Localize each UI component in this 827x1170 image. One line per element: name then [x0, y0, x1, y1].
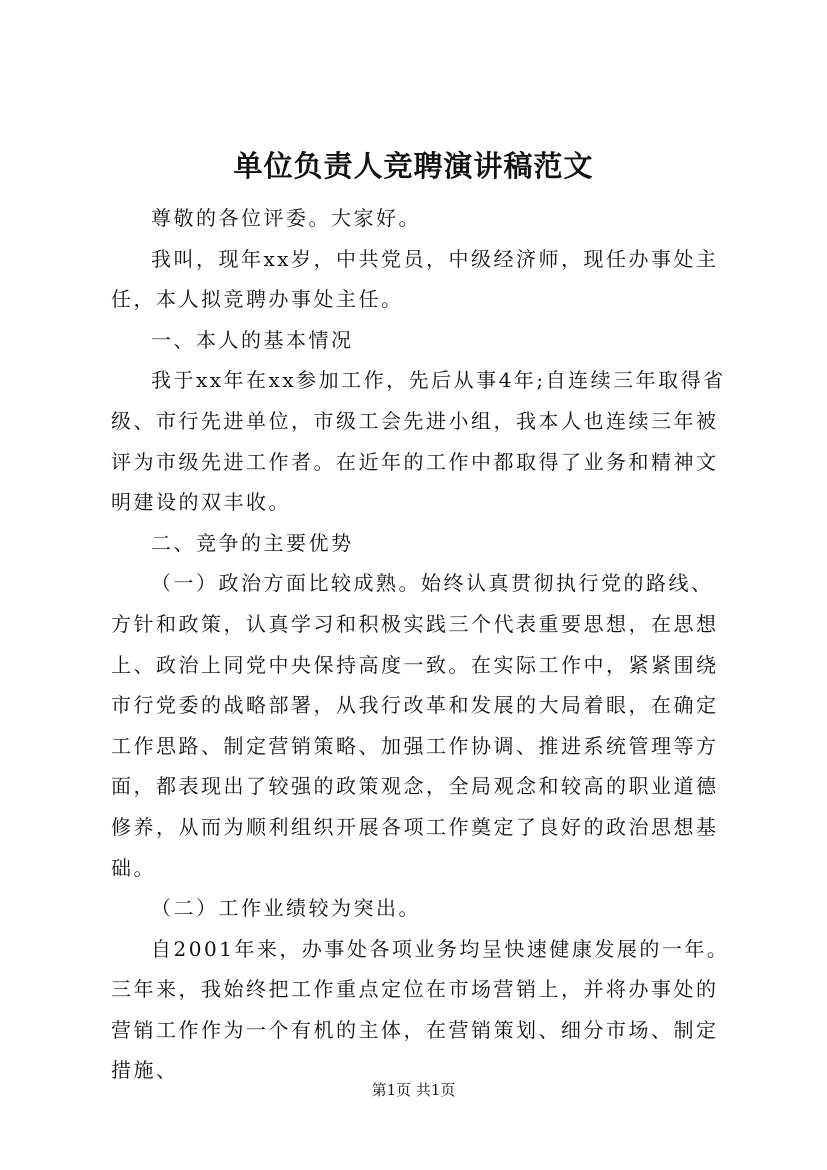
paragraph-work-history: 我于xx年在xx参加工作，先后从事4年;自连续三年取得省级、市行先进单位，市级工会先进小组，我本人也连续三年被评为市级先进工作者。在近年的工作中都取得了业务和精神文明建设的双丰收。 — [111, 368, 726, 515]
document-title: 单位负责人竞聘演讲稿范文 — [233, 149, 594, 183]
section-heading-advantages: 二、竞争的主要优势 — [151, 530, 354, 555]
section-heading-basic-info: 一、本人的基本情况 — [151, 327, 354, 352]
paragraph-greeting: 尊敬的各位评委。大家好。 — [151, 206, 421, 230]
paragraph-self-intro: 我叫，现年xx岁，中共党员，中级经济师，现任办事处主任，本人拟竞聘办事处主任。 — [111, 246, 719, 312]
document-body — [111, 198, 731, 1091]
paragraph-political-maturity: （一）政治方面比较成熟。始终认真贯彻执行党的路线、方针和政策，认真学习和积极实践三个代表重要思想，在思想上、政治上同党中央保持高度一致。在实际工作中，紧紧围绕市行党委的战略部署，从我行改革和发展的大局着眼，在确定工作思路、制定营销策略、加强工作协调、推进系统管理等方面，都表现出了较强的政策观念，全局观念和较高的职业道德修养，从而为顺利组织开展各项工作奠定了良好的政治思想基础。 — [111, 571, 719, 880]
paragraph-achievements-detail: 自2001年来，办事处各项业务均呈快速健康发展的一年。三年来，我始终把工作重点定位在市场营销上，并将办事处的营销工作作为一个有机的主体，在营销策划、细分市场、制定措施、 — [111, 936, 730, 1083]
subheading-work-achievements: （二）工作业绩较为突出。 — [151, 896, 421, 921]
page-footer: 第1页 共1页 — [371, 1081, 456, 1099]
